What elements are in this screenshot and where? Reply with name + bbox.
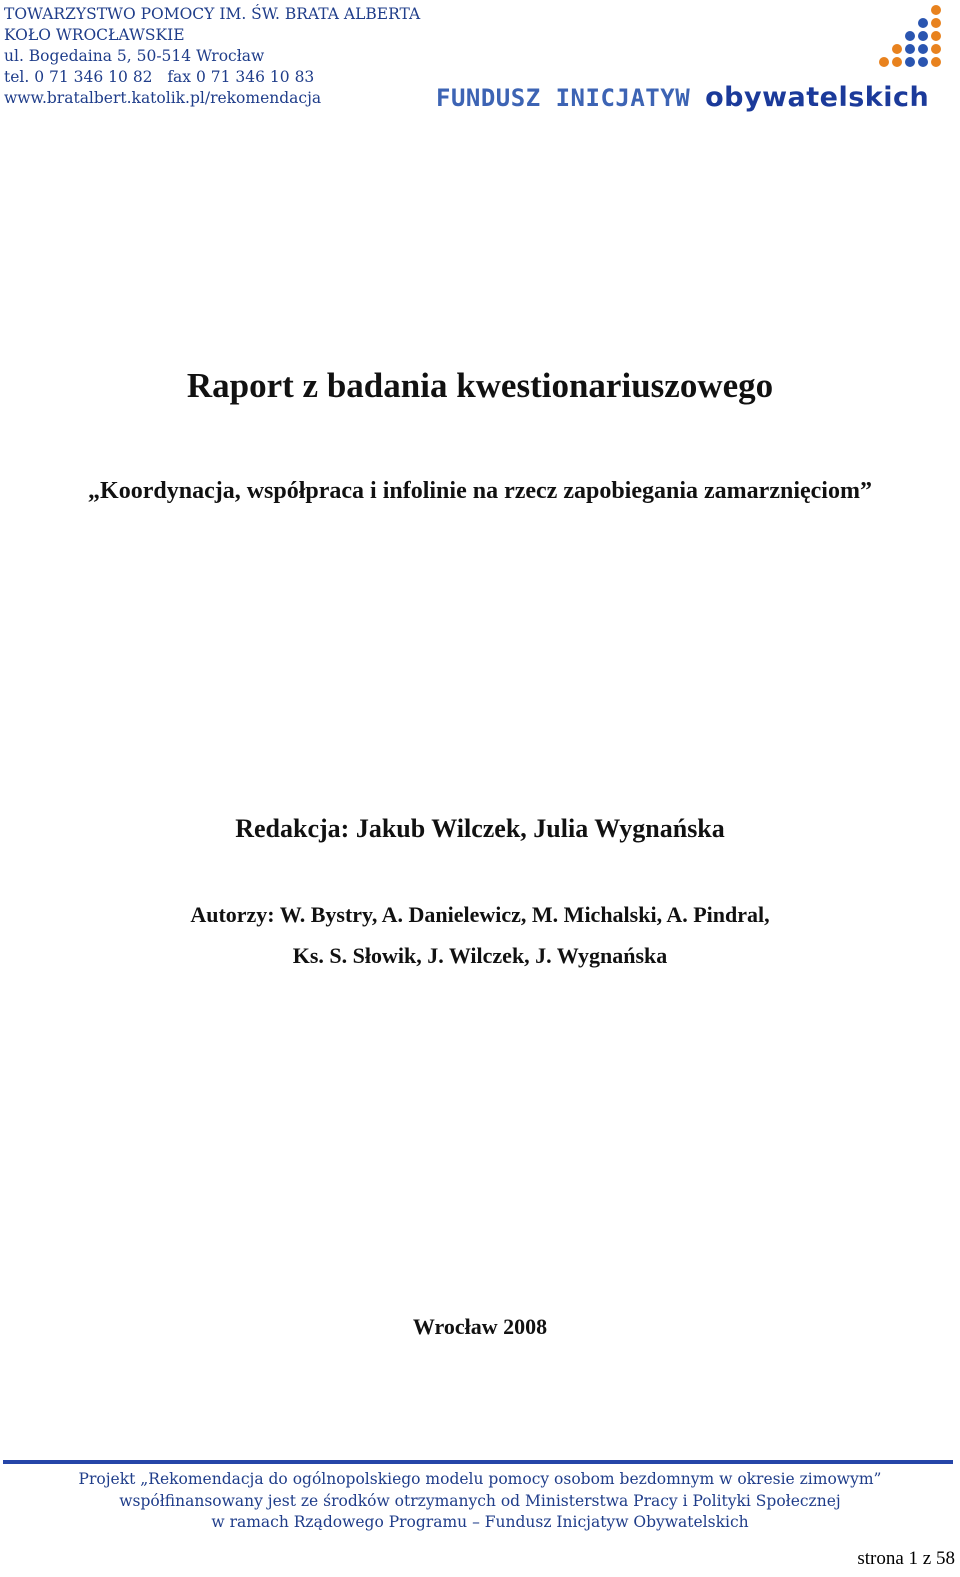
logo-dot bbox=[918, 57, 928, 67]
logo-wordmark bbox=[436, 82, 929, 113]
report-title: Raport z badania kwestionariuszowego bbox=[186, 366, 774, 405]
footer-line1: Projekt „Rekomendacja do ogólnopolskiego modelu pomocy osobom bezdomnym w okresie zimowym” bbox=[78, 1470, 882, 1488]
org-phone-fax: tel. 0 71 346 10 82 fax 0 71 346 10 83 bbox=[4, 68, 315, 86]
logo-dot bbox=[905, 57, 915, 67]
footer-divider bbox=[3, 1460, 953, 1464]
logo-dot bbox=[892, 44, 902, 54]
page-number: strona 1 z 58 bbox=[857, 1548, 955, 1569]
report-authors-line2: Ks. S. Słowik, J. Wilczek, J. Wygnańska bbox=[292, 943, 668, 968]
dots-logo-icon bbox=[876, 4, 946, 74]
place-year: Wrocław 2008 bbox=[412, 1314, 548, 1339]
logo-dot bbox=[918, 18, 928, 28]
logo-dot bbox=[931, 18, 941, 28]
logo-dot bbox=[879, 57, 889, 67]
footer-line2: współfinansowany jest ze środków otrzymanych od Ministerstwa Pracy i Polityki Społecznej bbox=[119, 1491, 841, 1510]
logo-text-dark: obywatelskich bbox=[705, 82, 930, 113]
org-address: ul. Bogedaina 5, 50-514 Wrocław bbox=[4, 47, 265, 65]
logo-dot bbox=[931, 31, 941, 41]
report-editors: Redakcja: Jakub Wilczek, Julia Wygnańska bbox=[235, 814, 725, 843]
org-website: www.bratalbert.katolik.pl/rekomendacja bbox=[4, 89, 322, 107]
fio-logo bbox=[436, 4, 950, 113]
footer-line3: w ramach Rządowego Programu – Fundusz Inicjatyw Obywatelskich bbox=[211, 1513, 749, 1531]
org-header bbox=[4, 4, 420, 109]
project-footer bbox=[0, 1469, 960, 1534]
logo-dot bbox=[905, 31, 915, 41]
logo-text-light: FUNDUSZ INICJATYW bbox=[436, 84, 691, 112]
report-subtitle: „Koordynacja, współpraca i infolinie na rzecz zapobiegania zamarznięciom” bbox=[88, 478, 872, 504]
logo-dot bbox=[931, 5, 941, 15]
report-authors-line1: Autorzy: W. Bystry, A. Danielewicz, M. Michalski, A. Pindral, bbox=[190, 902, 770, 927]
logo-dot bbox=[905, 44, 915, 54]
logo-dot bbox=[931, 44, 941, 54]
org-branch: KOŁO WROCŁAWSKIE bbox=[4, 26, 185, 44]
logo-dot bbox=[918, 44, 928, 54]
org-name: TOWARZYSTWO POMOCY IM. ŚW. BRATA ALBERTA bbox=[4, 5, 421, 23]
logo-dot bbox=[892, 57, 902, 67]
logo-dot bbox=[918, 31, 928, 41]
logo-dot bbox=[931, 57, 941, 67]
